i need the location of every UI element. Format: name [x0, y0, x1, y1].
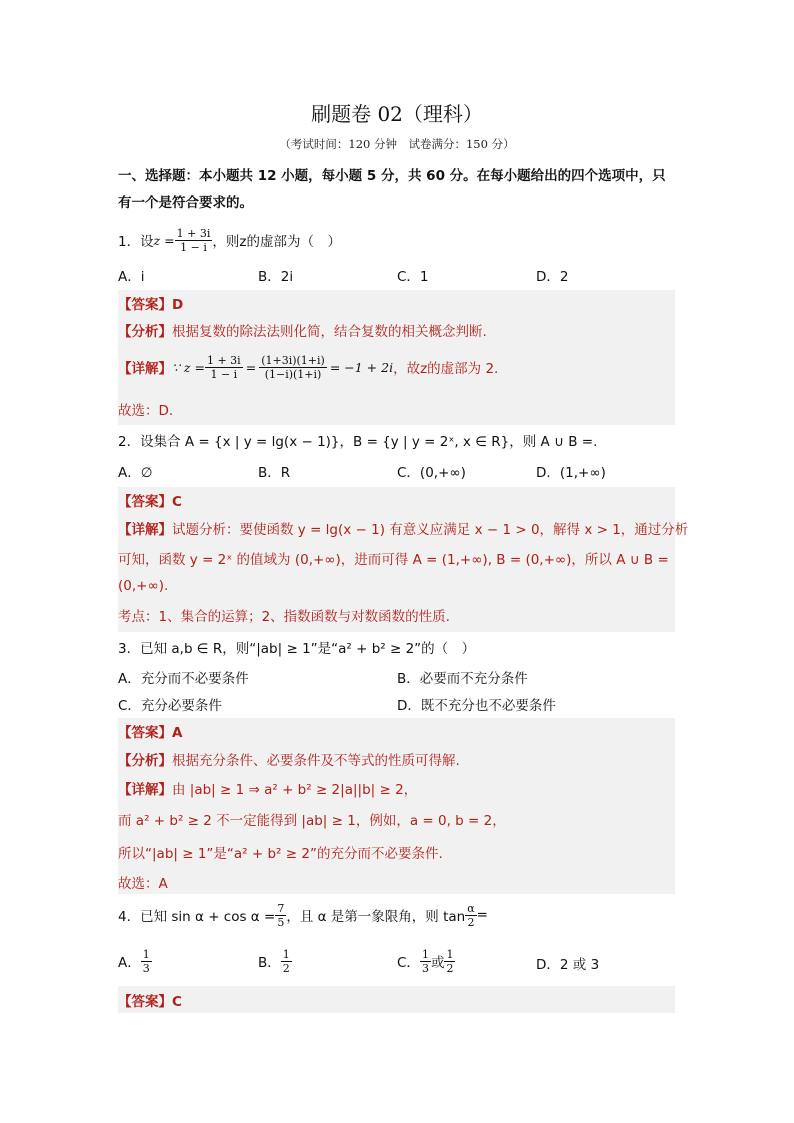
q4-answer: 【答案】C	[118, 994, 182, 1010]
q1-z: z =	[153, 232, 175, 248]
q2-kaodian: 考点：1、集合的运算；2、指数函数与对数函数的性质.	[118, 609, 450, 625]
q3-answer: 【答案】A	[118, 725, 183, 741]
q1-option-c: C．1	[397, 269, 429, 285]
q4-fraction	[275, 902, 286, 929]
q4-option-a-den: 3	[142, 961, 150, 975]
q1-answer: 【答案】D	[118, 297, 184, 313]
q4-half-fraction	[465, 902, 476, 929]
q1-prefix: 1．设	[118, 234, 154, 250]
q1-frac-num: 1 + 3i	[176, 226, 211, 240]
q3-conclusion: 故选：A	[118, 876, 168, 892]
q1-option-a: A．i	[118, 269, 145, 285]
q3-analysis-text: 根据充分条件、必要条件及不等式的性质可得解.	[172, 753, 460, 769]
q4-option-c-or: 或	[430, 955, 445, 971]
question-1-stem	[118, 222, 341, 258]
q4-option-c-den1: 3	[421, 961, 429, 975]
q2-option-d: D．(1,+∞)	[536, 465, 606, 481]
q4-frac-num: 7	[277, 901, 285, 915]
q2-detail-text1: 试题分析：要使函数 y = lg(x − 1) 有意义应满足 x − 1 > 0，解得 x > 1，通过分析	[172, 522, 689, 538]
q3-detail-label: 【详解】	[118, 782, 172, 798]
q1-conclusion: 故选：D.	[118, 403, 174, 419]
q3-option-c: C．充分必要条件	[118, 698, 222, 714]
q1-detail-frac1-den: 1 − i	[210, 367, 238, 381]
q4-option-c-den2: 2	[446, 961, 454, 975]
q1-option-b: B．2i	[258, 269, 294, 285]
q4-option-c-num1: 1	[421, 947, 429, 961]
question-3-stem: 3．已知 a,b ∈ R，则“|ab| ≥ 1”是“a² + b² ≥ 2”的（ ）	[118, 641, 476, 657]
q3-analysis	[118, 749, 460, 769]
section-heading-line1: 一、选择题：本小题共 12 小题，每小题 5 分，共 60 分。在每小题给出的四个选项中，只	[118, 168, 666, 184]
q2-option-c: C．(0,+∞)	[397, 465, 466, 481]
q4-option-c-num2: 1	[446, 947, 454, 961]
question-4-stem	[118, 897, 488, 933]
q1-detail-frac1	[205, 354, 243, 381]
q4-option-c-label: C．	[397, 955, 420, 971]
q3-option-a: A．充分而不必要条件	[118, 671, 249, 687]
q4-option-a-label: A．	[118, 955, 141, 971]
q1-detail	[118, 348, 498, 386]
q1-detail-frac2	[259, 354, 327, 381]
q4-option-b-label: B．	[258, 955, 281, 971]
q4-option-c-frac2	[444, 948, 455, 975]
q2-detail-line1	[118, 518, 688, 538]
q1-detail-pre: ∵ z =	[172, 359, 205, 375]
q1-suffix: ，则z的虚部为（ ）	[212, 234, 341, 250]
q4-option-b-frac	[281, 948, 292, 975]
q3-option-b: B．必要而不充分条件	[397, 671, 528, 687]
q1-frac-den: 1 − i	[180, 240, 207, 254]
exam-info: （考试时间：120 分钟 试卷满分：150 分）	[279, 137, 515, 151]
q1-detail-eq: =	[245, 359, 257, 375]
q4-option-a-num: 1	[142, 947, 150, 961]
q1-detail-frac2-num: (1+3i)(1+i)	[261, 353, 325, 367]
q3-analysis-label: 【分析】	[118, 753, 172, 769]
q1-detail-label: 【详解】	[118, 361, 172, 377]
q4-prefix: 4．已知 sin α + cos α =	[118, 909, 276, 925]
q4-option-c-frac1	[420, 948, 431, 975]
q4-option-b	[258, 944, 292, 978]
q4-solution-box	[118, 986, 675, 1013]
q4-frac-den: 5	[277, 915, 285, 929]
q1-analysis	[118, 320, 487, 340]
q3-solution-box	[118, 718, 675, 894]
q4-option-d: D．2 或 3	[536, 957, 600, 973]
q2-detail-label: 【详解】	[118, 522, 172, 538]
q1-analysis-text: 根据复数的除法法则化简，结合复数的相关概念判断.	[172, 324, 487, 340]
q3-option-d: D．既不充分也不必要条件	[397, 698, 556, 714]
q4-option-c	[397, 944, 455, 978]
q3-detail-line3: 所以“|ab| ≥ 1”是“a² + b² ≥ 2”的充分而不必要条件.	[118, 846, 443, 862]
q3-detail-line2: 而 a² + b² ≥ 2 不一定能得到 |ab| ≥ 1，例如，a = 0, b = 2，	[118, 813, 506, 829]
q1-detail-post: = −1 + 2i	[329, 359, 394, 375]
q2-detail-line3: (0,+∞).	[118, 578, 169, 594]
q1-detail-tail: ，故z的虚部为 2.	[393, 361, 499, 377]
q4-middle: ，且 α 是第一象限角，则 tan	[286, 909, 466, 925]
q4-option-a	[118, 944, 152, 978]
q1-detail-frac1-num: 1 + 3i	[206, 353, 241, 367]
q2-answer: 【答案】C	[118, 494, 182, 510]
q2-option-a: A．∅	[118, 465, 153, 481]
q4-half-num: α	[467, 901, 475, 915]
question-2-stem: 2．设集合 A = {x | y = lg(x − 1)}，B = {y | y = 2ˣ, x ∈ R}，则 A ∪ B =.	[118, 434, 598, 450]
q3-detail-line1	[118, 778, 417, 798]
q4-suffix: =	[476, 907, 488, 923]
q2-detail-line2: 可知，函数 y = 2ˣ 的值域为 (0,+∞)，进而可得 A = (1,+∞), B = (0,+∞)，所以 A ∪ B =	[118, 552, 669, 568]
q1-option-d: D．2	[536, 269, 569, 285]
q1-analysis-label: 【分析】	[118, 324, 172, 340]
q1-fraction	[175, 227, 213, 254]
q1-detail-frac2-den: (1−i)(1+i)	[264, 367, 322, 381]
q4-half-den: 2	[467, 915, 475, 929]
q4-option-a-frac	[141, 948, 152, 975]
q2-option-b: B．R	[258, 465, 291, 481]
page-title: 刷题卷 02（理科）	[311, 102, 483, 126]
q3-detail-text1: 由 |ab| ≥ 1 ⇒ a² + b² ≥ 2|a||b| ≥ 2，	[172, 782, 418, 798]
section-heading-line2: 有一个是符合要求的。	[118, 195, 253, 211]
q4-option-b-num: 1	[282, 947, 290, 961]
q4-option-b-den: 2	[282, 961, 290, 975]
